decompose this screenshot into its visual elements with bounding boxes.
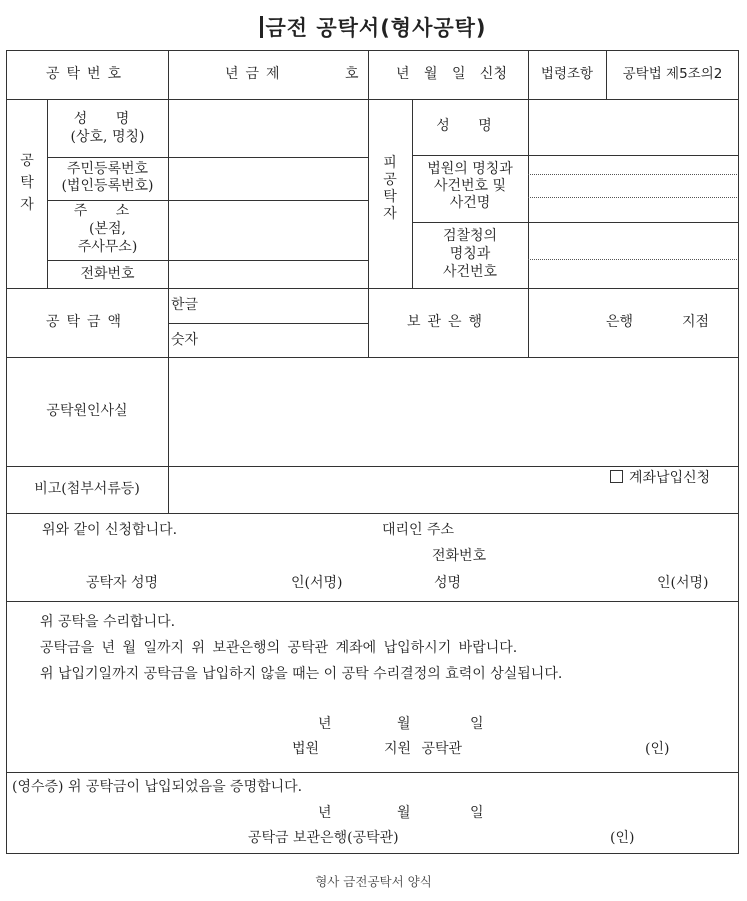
deposit-number-label: 공탁번호 <box>45 66 129 82</box>
agent-address-label: 대리인 주소 <box>382 522 455 538</box>
deposit-number-suffix: 호 <box>345 66 359 82</box>
accept-line-2: 공탁금을 년 월 일까지 위 보관은행의 공탁관 계좌에 납입하시기 바랍니다. <box>40 640 518 656</box>
accept-day: 일 <box>470 716 484 732</box>
branch-suffix: 지점 <box>682 314 710 330</box>
depositor-address-sub2: 주사무소) <box>77 239 138 255</box>
court-label-1: 법원의 명칭과 <box>427 161 513 177</box>
account-apply-checkbox[interactable] <box>610 470 623 483</box>
agent-seal: 인(서명) <box>657 575 709 591</box>
accept-officer: 지원 공탁관 <box>384 741 463 757</box>
victim-label: 피공탁자 <box>383 155 397 222</box>
receipt-year: 년 <box>318 805 332 821</box>
row-divider <box>6 601 739 602</box>
court-label-3: 사건명 <box>449 195 491 211</box>
accept-court: 법원 <box>292 741 320 757</box>
col-divider <box>168 357 169 513</box>
receipt-day: 일 <box>470 805 484 821</box>
receipt-statement: (영수증) 위 공탁금이 납입되었음을 증명합니다. <box>12 779 303 795</box>
receipt-seal: (인) <box>610 830 635 846</box>
accept-year: 년 <box>318 716 332 732</box>
bank-label: 보관은행 <box>406 314 490 330</box>
apply-statement: 위와 같이 신청합니다. <box>42 522 178 538</box>
apply-date: 년 월 일 신청 <box>396 66 507 82</box>
col-divider <box>528 99 529 357</box>
row-divider <box>168 323 368 324</box>
depositor-sign-name: 공탁자 성명 <box>86 575 159 591</box>
amount-korean-label: 한글 <box>171 297 199 313</box>
row-divider <box>6 772 739 773</box>
col-divider <box>168 99 169 357</box>
accept-line-3: 위 납입기일까지 공탁금을 납입하지 않을 때는 이 공탁 수리결정의 효력이 상실됩니다. <box>40 666 563 682</box>
row-divider <box>47 157 368 158</box>
prosecutor-label-3: 사건번호 <box>442 264 498 280</box>
accept-seal: (인) <box>645 741 670 757</box>
row-divider <box>412 155 739 156</box>
row-divider <box>6 99 739 100</box>
depositor-address-label: 주 소 <box>73 203 142 219</box>
figure-caption: 형사 금전공탁서 양식 <box>315 874 432 889</box>
remarks-label: 비고(첨부서류등) <box>34 481 140 497</box>
row-divider <box>6 357 739 358</box>
accept-line-1: 위 공탁을 수리합니다. <box>40 614 176 630</box>
dotted-entry-line <box>528 174 737 175</box>
row-divider <box>6 466 739 467</box>
depositor-name-sub: (상호, 명칭) <box>70 129 145 145</box>
bank-suffix: 은행 <box>606 314 634 330</box>
row-divider <box>6 513 739 514</box>
prosecutor-label-1: 검찰청의 <box>442 228 498 244</box>
row-divider <box>47 200 368 201</box>
law-article-value: 공탁법 제5조의2 <box>622 66 723 82</box>
law-article-label: 법령조항 <box>540 66 594 82</box>
agent-phone-label: 전화번호 <box>432 548 487 564</box>
col-divider <box>168 50 169 99</box>
accept-month: 월 <box>397 716 411 732</box>
depositor-id-label: 주민등록번호 <box>66 161 149 177</box>
row-divider <box>6 288 739 289</box>
depositor-label: 공탁자 <box>20 153 34 213</box>
prosecutor-label-2: 명칭과 <box>449 246 491 262</box>
cause-label: 공탁원인사실 <box>46 403 128 419</box>
amount-numeric-label: 숫자 <box>171 332 199 348</box>
dotted-entry-line <box>528 259 737 260</box>
dotted-entry-line <box>528 197 737 198</box>
depositor-phone-label: 전화번호 <box>80 266 135 282</box>
deposit-number-value: 년금제 <box>225 66 287 82</box>
depositor-name-label: 성 명 <box>73 111 142 127</box>
receipt-month: 월 <box>397 805 411 821</box>
amount-label: 공탁금액 <box>45 314 129 330</box>
agent-sign-name: 성명 <box>434 575 462 591</box>
receipt-bank-officer: 공탁금 보관은행(공탁관) <box>248 830 399 846</box>
depositor-id-sub: (법인등록번호) <box>61 178 154 194</box>
col-divider <box>368 50 369 99</box>
document-title: 금전 공탁서(형사공탁) <box>0 12 747 42</box>
court-label-2: 사건번호 및 <box>433 178 507 194</box>
title-marker <box>260 16 263 38</box>
victim-name-label: 성 명 <box>436 118 504 134</box>
row-divider <box>47 260 368 261</box>
depositor-seal: 인(서명) <box>291 575 343 591</box>
account-apply-option[interactable]: 계좌납입신청 <box>610 470 710 487</box>
row-divider <box>412 222 739 223</box>
depositor-address-sub1: (본점, <box>89 221 126 237</box>
